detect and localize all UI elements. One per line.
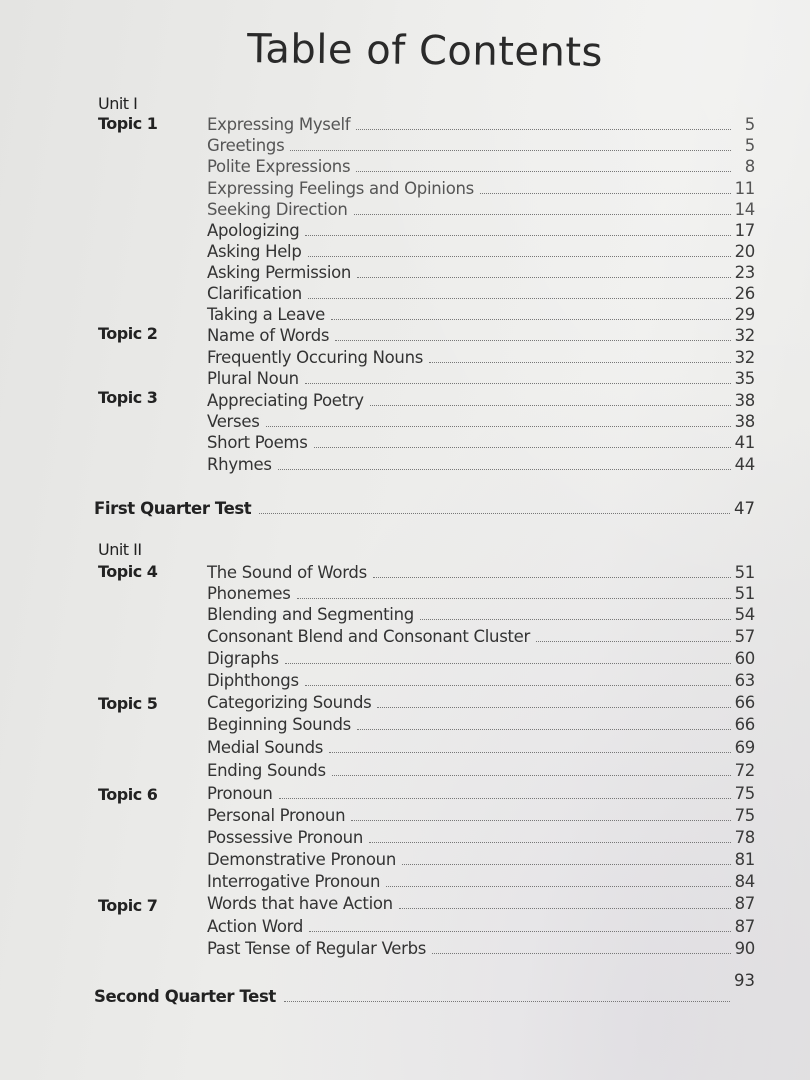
page-number: 51 (734, 584, 755, 603)
entry-title: Action Word (207, 917, 304, 936)
page-number: 11 (734, 179, 755, 198)
unit-label: Unit I (98, 94, 138, 113)
toc-entry[interactable] (207, 869, 755, 891)
dot-leader (308, 256, 731, 257)
toc-entry[interactable] (207, 560, 755, 582)
page-number: 14 (734, 200, 755, 219)
test-title: First Quarter Test (94, 499, 252, 518)
toc-entry[interactable] (207, 847, 755, 869)
entry-title: Seeking Direction (207, 200, 348, 219)
entry-title: Phonemes (207, 584, 291, 603)
page-number: 35 (734, 369, 755, 388)
entry-title: Past Tense of Regular Verbs (207, 939, 427, 958)
toc-entry[interactable] (207, 452, 755, 474)
toc-entry[interactable] (207, 781, 755, 803)
toc-entry[interactable] (207, 602, 755, 624)
toc-entry[interactable] (207, 218, 755, 240)
toc-entry[interactable] (207, 366, 755, 388)
toc-entry[interactable] (207, 302, 755, 324)
dot-leader (357, 729, 731, 730)
dot-leader (356, 171, 731, 172)
page-number: 93 (734, 971, 755, 990)
entry-title: Words that have Action (207, 894, 393, 913)
page-number: 87 (734, 894, 755, 913)
toc-entry[interactable] (207, 914, 755, 936)
page-number: 84 (734, 872, 755, 891)
toc-entry[interactable] (207, 581, 755, 603)
dot-leader (373, 577, 731, 578)
toc-entry[interactable] (207, 133, 755, 155)
page-number: 87 (734, 917, 755, 936)
page-number: 60 (734, 649, 755, 668)
entry-title: Apologizing (207, 221, 300, 240)
page-number: 69 (734, 738, 755, 757)
page-number: 38 (734, 391, 755, 410)
dot-leader (429, 362, 731, 363)
toc-entry[interactable] (207, 430, 755, 452)
topic-label: Topic 2 (98, 324, 158, 343)
toc-entry[interactable] (207, 388, 755, 410)
toc-entry[interactable] (207, 345, 755, 367)
entry-title: Appreciating Poetry (207, 391, 364, 410)
dot-leader (420, 619, 731, 620)
dot-leader (335, 340, 730, 341)
entry-title: Verses (207, 412, 260, 431)
entry-title: Asking Help (207, 242, 302, 261)
entry-title: Possessive Pronoun (207, 828, 363, 847)
toc-entry[interactable] (207, 803, 755, 825)
page-title: Table of Contents (246, 26, 604, 76)
page-number: 38 (734, 412, 755, 431)
dot-leader (377, 707, 730, 708)
page-number: 32 (734, 348, 755, 367)
entry-title: Demonstrative Pronoun (207, 850, 397, 869)
entry-title: Taking a Leave (207, 305, 326, 324)
page-number: 63 (734, 671, 755, 690)
page-number: 26 (734, 284, 755, 303)
toc-entry[interactable] (207, 712, 755, 734)
toc-entry[interactable] (207, 735, 755, 757)
entry-title: Asking Permission (207, 263, 352, 282)
dot-leader (399, 908, 731, 909)
dot-leader (308, 298, 731, 299)
toc-entry[interactable] (207, 323, 755, 345)
toc-entry[interactable] (207, 409, 755, 431)
entry-title: Interrogative Pronoun (207, 872, 381, 891)
toc-entry[interactable] (207, 825, 755, 847)
dot-leader (356, 129, 731, 130)
entry-title: The Sound of Words (207, 563, 367, 582)
dot-leader (279, 798, 731, 799)
topic-label: Topic 3 (98, 388, 158, 407)
dot-leader (369, 842, 731, 843)
dot-leader (351, 820, 730, 821)
page-number: 20 (734, 242, 755, 261)
dot-leader (536, 641, 731, 642)
toc-entry[interactable] (207, 646, 755, 668)
dot-leader (332, 775, 731, 776)
entry-title: Clarification (207, 284, 302, 303)
entry-title: Expressing Feelings and Opinions (207, 179, 474, 198)
entry-title: Blending and Segmenting (207, 605, 414, 624)
toc-entry[interactable] (207, 112, 755, 134)
dot-leader (354, 214, 731, 215)
page-number: 44 (734, 455, 755, 474)
entry-title: Pronoun (207, 784, 273, 803)
dot-leader (305, 235, 730, 236)
page-number: 57 (734, 627, 755, 646)
toc-entry[interactable] (207, 260, 755, 282)
page-number: 5 (744, 115, 755, 134)
dot-leader (259, 513, 730, 514)
entry-title: Frequently Occuring Nouns (207, 348, 424, 367)
entry-title: Expressing Myself (207, 115, 351, 134)
dot-leader (432, 953, 730, 954)
page-number: 17 (734, 221, 755, 240)
toc-entry[interactable] (207, 936, 755, 958)
toc-test-entry[interactable] (94, 494, 755, 518)
toc-entry[interactable] (207, 197, 755, 219)
toc-test-entry[interactable] (94, 971, 755, 1006)
dot-leader (309, 931, 731, 932)
toc-entry[interactable] (207, 281, 755, 303)
dot-leader (290, 150, 731, 151)
entry-title: Digraphs (207, 649, 279, 668)
page-number: 8 (744, 157, 755, 176)
dot-leader (297, 598, 731, 599)
dot-leader (331, 319, 731, 320)
entry-title: Rhymes (207, 455, 272, 474)
page-number: 23 (734, 263, 755, 282)
dot-leader (402, 864, 731, 865)
page-number: 66 (734, 693, 755, 712)
entry-title: Ending Sounds (207, 761, 326, 780)
entry-title: Polite Expressions (207, 157, 351, 176)
entry-title: Short Poems (207, 433, 308, 452)
page-number: 29 (734, 305, 755, 324)
page-number: 90 (734, 939, 755, 958)
entry-title: Categorizing Sounds (207, 693, 372, 712)
toc-entry[interactable] (207, 154, 755, 176)
test-title: Second Quarter Test (94, 987, 276, 1006)
topic-label: Topic 6 (98, 785, 158, 804)
dot-leader (284, 1001, 730, 1002)
page-number: 66 (734, 715, 755, 734)
toc-entry[interactable] (207, 176, 755, 198)
entry-title: Greetings (207, 136, 285, 155)
page-number: 51 (734, 563, 755, 582)
page-number: 5 (744, 136, 755, 155)
topic-label: Topic 4 (98, 562, 158, 581)
toc-entry[interactable] (207, 624, 755, 646)
page-number: 78 (734, 828, 755, 847)
page-number: 72 (734, 761, 755, 780)
entry-title: Diphthongs (207, 671, 299, 690)
unit-label: Unit II (98, 540, 142, 559)
entry-title: Beginning Sounds (207, 715, 351, 734)
toc-entry[interactable] (207, 891, 755, 913)
dot-leader (370, 405, 731, 406)
dot-leader (266, 426, 731, 427)
entry-title: Consonant Blend and Consonant Cluster (207, 627, 530, 646)
dot-leader (480, 193, 731, 194)
page-number: 47 (734, 499, 755, 518)
dot-leader (305, 383, 731, 384)
page-number: 75 (734, 806, 755, 825)
dot-leader (357, 277, 731, 278)
dot-leader (314, 447, 731, 448)
page-number: 81 (734, 850, 755, 869)
page-number: 32 (734, 326, 755, 345)
entry-title: Medial Sounds (207, 738, 324, 757)
toc-entry[interactable] (207, 690, 755, 712)
dot-leader (285, 663, 731, 664)
dot-leader (278, 469, 731, 470)
page-number: 41 (734, 433, 755, 452)
entry-title: Name of Words (207, 326, 330, 345)
toc-entry[interactable] (207, 668, 755, 690)
dot-leader (329, 752, 731, 753)
dot-leader (305, 685, 731, 686)
page-number: 54 (734, 605, 755, 624)
topic-label: Topic 7 (98, 896, 158, 915)
page-number: 75 (734, 784, 755, 803)
dot-leader (386, 886, 730, 887)
entry-title: Personal Pronoun (207, 806, 346, 825)
topic-label: Topic 1 (98, 114, 158, 133)
topic-label: Topic 5 (98, 694, 158, 713)
toc-entry[interactable] (207, 239, 755, 261)
toc-entry[interactable] (207, 758, 755, 780)
entry-title: Plural Noun (207, 369, 299, 388)
